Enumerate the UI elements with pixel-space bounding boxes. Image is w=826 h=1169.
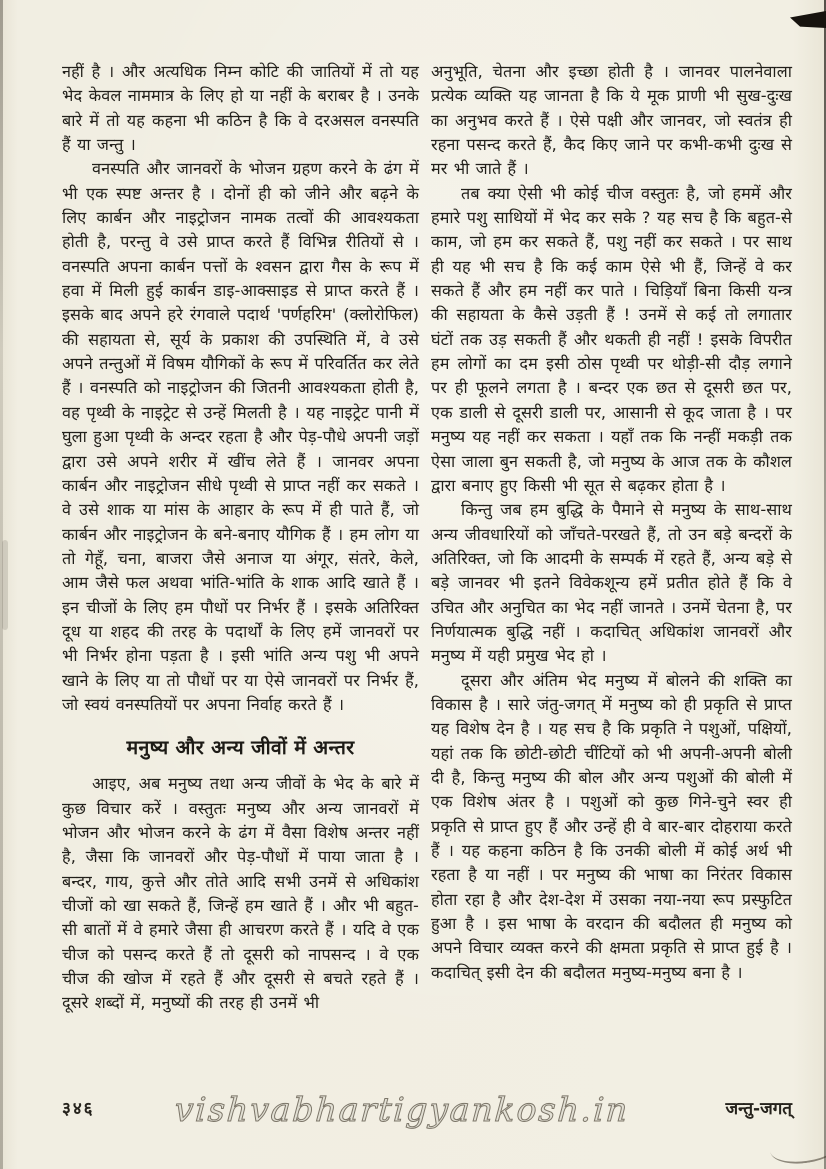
page-footer [62,1090,792,1135]
paragraph: वनस्पति और जानवरों के भोजन ग्रहण करने के ढंग में भी एक स्पष्ट अन्तर है । दोनों ही को जीने और बढ़ने के लिए कार्बन और नाइट्रोजन नामक तत्वों की आवश्यकता होती है, परन्तु वे उसे प्राप्त करते हैं विभिन्न रीतियों से । वनस्पति अपना कार्बन पत्तों के श्वसन द्वारा गैस के रूप में हवा में मिली हुई कार्बन डाइ-आक्साइड से प्राप्त करते हैं । इसके बाद अपने हरे रंगवाले पदार्थ 'पर्णहरिम' (क्लोरोफिल) की सहायता से, सूर्य के प्रकाश की उपस्थिति में, वे उसे अपने तन्तुओं में विषम यौगिकों के रूप में परिवर्तित कर लेते हैं । वनस्पति को नाइट्रोजन की जितनी आवश्यकता होती है, वह पृथ्वी के नाइट्रेट से उन्हें मिलती है । यह नाइट्रेट पानी में घुला हुआ पृथ्वी के अन्दर रहता है और पेड़-पौधे अपनी जड़ों द्वारा उसे अपने शरीर में खींच लेते हैं । जानवर अपना कार्बन और नाइट्रोजन सीधे पृथ्वी से प्राप्त नहीं कर सकते । वे उसे शाक या मांस के आहार के रूप में ही पाते हैं, जो कार्बन और नाइट्रोजन के बने-बनाए यौगिक हैं । हम लोग या तो गेहूँ, चना, बाजरा जैसे अनाज या अंगूर, संतरे, केले, आम जैसे फल अथवा भांति-भांति के शाक आदि खाते हैं । इन चीजों के लिए हम पौधों पर निर्भर हैं । इसके अतिरिक्त दूध या शहद की तरह के पदार्थों के लिए हमें जानवरों पर भी निर्भर होना पड़ता है । इसी भांति अन्य पशु भी अपने खाने के लिए या तो पौधों पर या ऐसे जानवरों पर निर्भर हैं, जो स्वयं वनस्पतियों पर अपना निर्वाह करते हैं । [62,159,420,714]
paragraph: दूसरा और अंतिम भेद मनुष्य में बोलने की शक्ति का विकास है । सारे जंतु-जगत् में मनुष्य को ही प्रकृति से प्राप्त यह विशेष देन है । यह सच है कि प्रकृति ने पशुओं, पक्षियों, यहां तक कि छोटी-छोटी चींटियों को भी अपनी-अपनी बोली दी है, किन्तु मनुष्य की बोल और अन्य पशुओं की बोली में एक विशेष अंतर है । पशुओं को कुछ गिने-चुने स्वर ही प्रकृति से प्राप्त हुए हैं और उन्हें ही वे बार-बार दोहराया करते हैं । यह कहना कठिन है कि उनकी बोली में कोई अर्थ भी रहता है या नहीं । पर मनुष्य की भाषा का निरंतर विकास होता रहा है और देश-देश में उसका नया-नया रूप प्रस्फुटित हुआ है । इस भाषा के वरदान की बदौलत ही मनुष्य को अपने विचार व्यक्त करने की क्षमता प्रकृति से प्राप्त हुई है । कदाचित् इसी देन की बदौलत मनुष्य-मनुष्य बना है । [431,670,792,982]
paragraph-continuation: अनुभूति, चेतना और इच्छा होती है । जानवर पालनेवाला प्रत्येक व्यक्ति यह जानता है कि ये मूक प्राणी भी सुख-दुःख का अनुभव करते हैं । ऐसे पक्षी और जानवर, जो स्वतंत्र ही रहना पसन्द करते हैं, कैद किए जाने पर कभी-कभी दुःख से मर भी जाते हैं । [431,62,792,179]
left-column [62,60,419,1016]
paragraph: किन्तु जब हम बुद्धि के पैमाने से मनुष्य के साथ-साथ अन्य जीवधारियों को जाँचते-परखते हैं, तो उन बड़े बन्दरों के अतिरिक्त, जो कि आदमी के सम्पर्क में रहते हैं, अन्य बड़े से बड़े जानवर भी इतने विवेकशून्य हमें प्रतीत होते हैं कि वे उचित और अनुचित का भेद नहीं जानते । उनमें चेतना है, पर निर्णयात्मक बुद्धि नहीं । कदाचित् अधिकांश जानवरों और मनुष्य में यही प्रमुख भेद हो । [431,500,793,666]
paragraph-continuation: नहीं है । और अत्यधिक निम्न कोटि की जातियों में तो यह भेद केवल नाममात्र के लिए हो या नहीं के बराबर है । उनके बारे में तो यह कहना भी कठिन है कि वे दरअसल वनस्पति हैं या जन्तु । [62,62,420,155]
scan-smudge-mark [2,540,8,630]
corner-fold-mark [790,11,826,28]
section-heading: मनुष्य और अन्य जीवों में अन्तर [126,736,355,760]
right-column [431,60,792,1016]
paragraph: आइए, अब मनुष्य तथा अन्य जीवों के भेद के बारे में कुछ विचार करें । वस्तुतः मनुष्य और अन्य जानवरों में भोजन और भोजन करने के ढंग में वैसा विशेष अन्तर नहीं है, जैसा कि जानवरों और पेड़-पौधों में पाया जाता है । बन्दर, गाय, कुत्ते और तोते आदि सभी उनमें से अधिकांश चीजों को खा सकते हैं, जिन्हें हम खाते हैं । और भी बहुत-सी बातों में वे हमारे जैसा ही आचरण करते हैं । यदि वे एक चीज को पसन्द करते हैं तो दूसरी को नापसन्द । वे एक चीज की खोज में रहते हैं और दूसरी से बचते रहते हैं । दूसरे शब्दों में, मनुष्यों की तरह ही उनमें भी [62,774,420,1013]
text-columns [62,60,792,1016]
watermark-text: vishvabhartigyankosh.in [173,1090,631,1129]
paragraph: तब क्या ऐसी भी कोई चीज वस्तुतः है, जो हममें और हमारे पशु साथियों में भेद कर सके ? यह सच है कि बहुत-से काम, जो हम कर सकते हैं, पशु नहीं कर सकते । पर साथ ही यह भी सच है कि कई काम ऐसे भी हैं, जिन्हें वे कर सकते हैं और हम नहीं कर पाते । चिड़ियाँ बिना किसी यन्त्र की सहायता के कैसे उड़ती हैं ! उनमें से कई तो लगातार घंटों तक उड़ सकती हैं और थकती ही नहीं ! इसके विपरीत हम लोगों का दम इसी ठोस पृथ्वी पर थोड़ी-सी दौड़ लगाने पर ही फूलने लगता है । बन्दर एक छत से दूसरी छत पर, एक डाली से दूसरी डाली पर, आसानी से कूद जाता है । पर मनुष्य यह नहीं कर सकता । यहाँ तक कि नन्हीं मकड़ी तक ऐसा जाला बुन सकती है, जो मनुष्य के आज तक के कौशल द्वारा बनाए हुए किसी भी सूत से बढ़कर होता है । [431,183,792,495]
running-title: जन्तु-जगत् [725,1099,792,1119]
page-number: ३४६ [62,1099,95,1119]
